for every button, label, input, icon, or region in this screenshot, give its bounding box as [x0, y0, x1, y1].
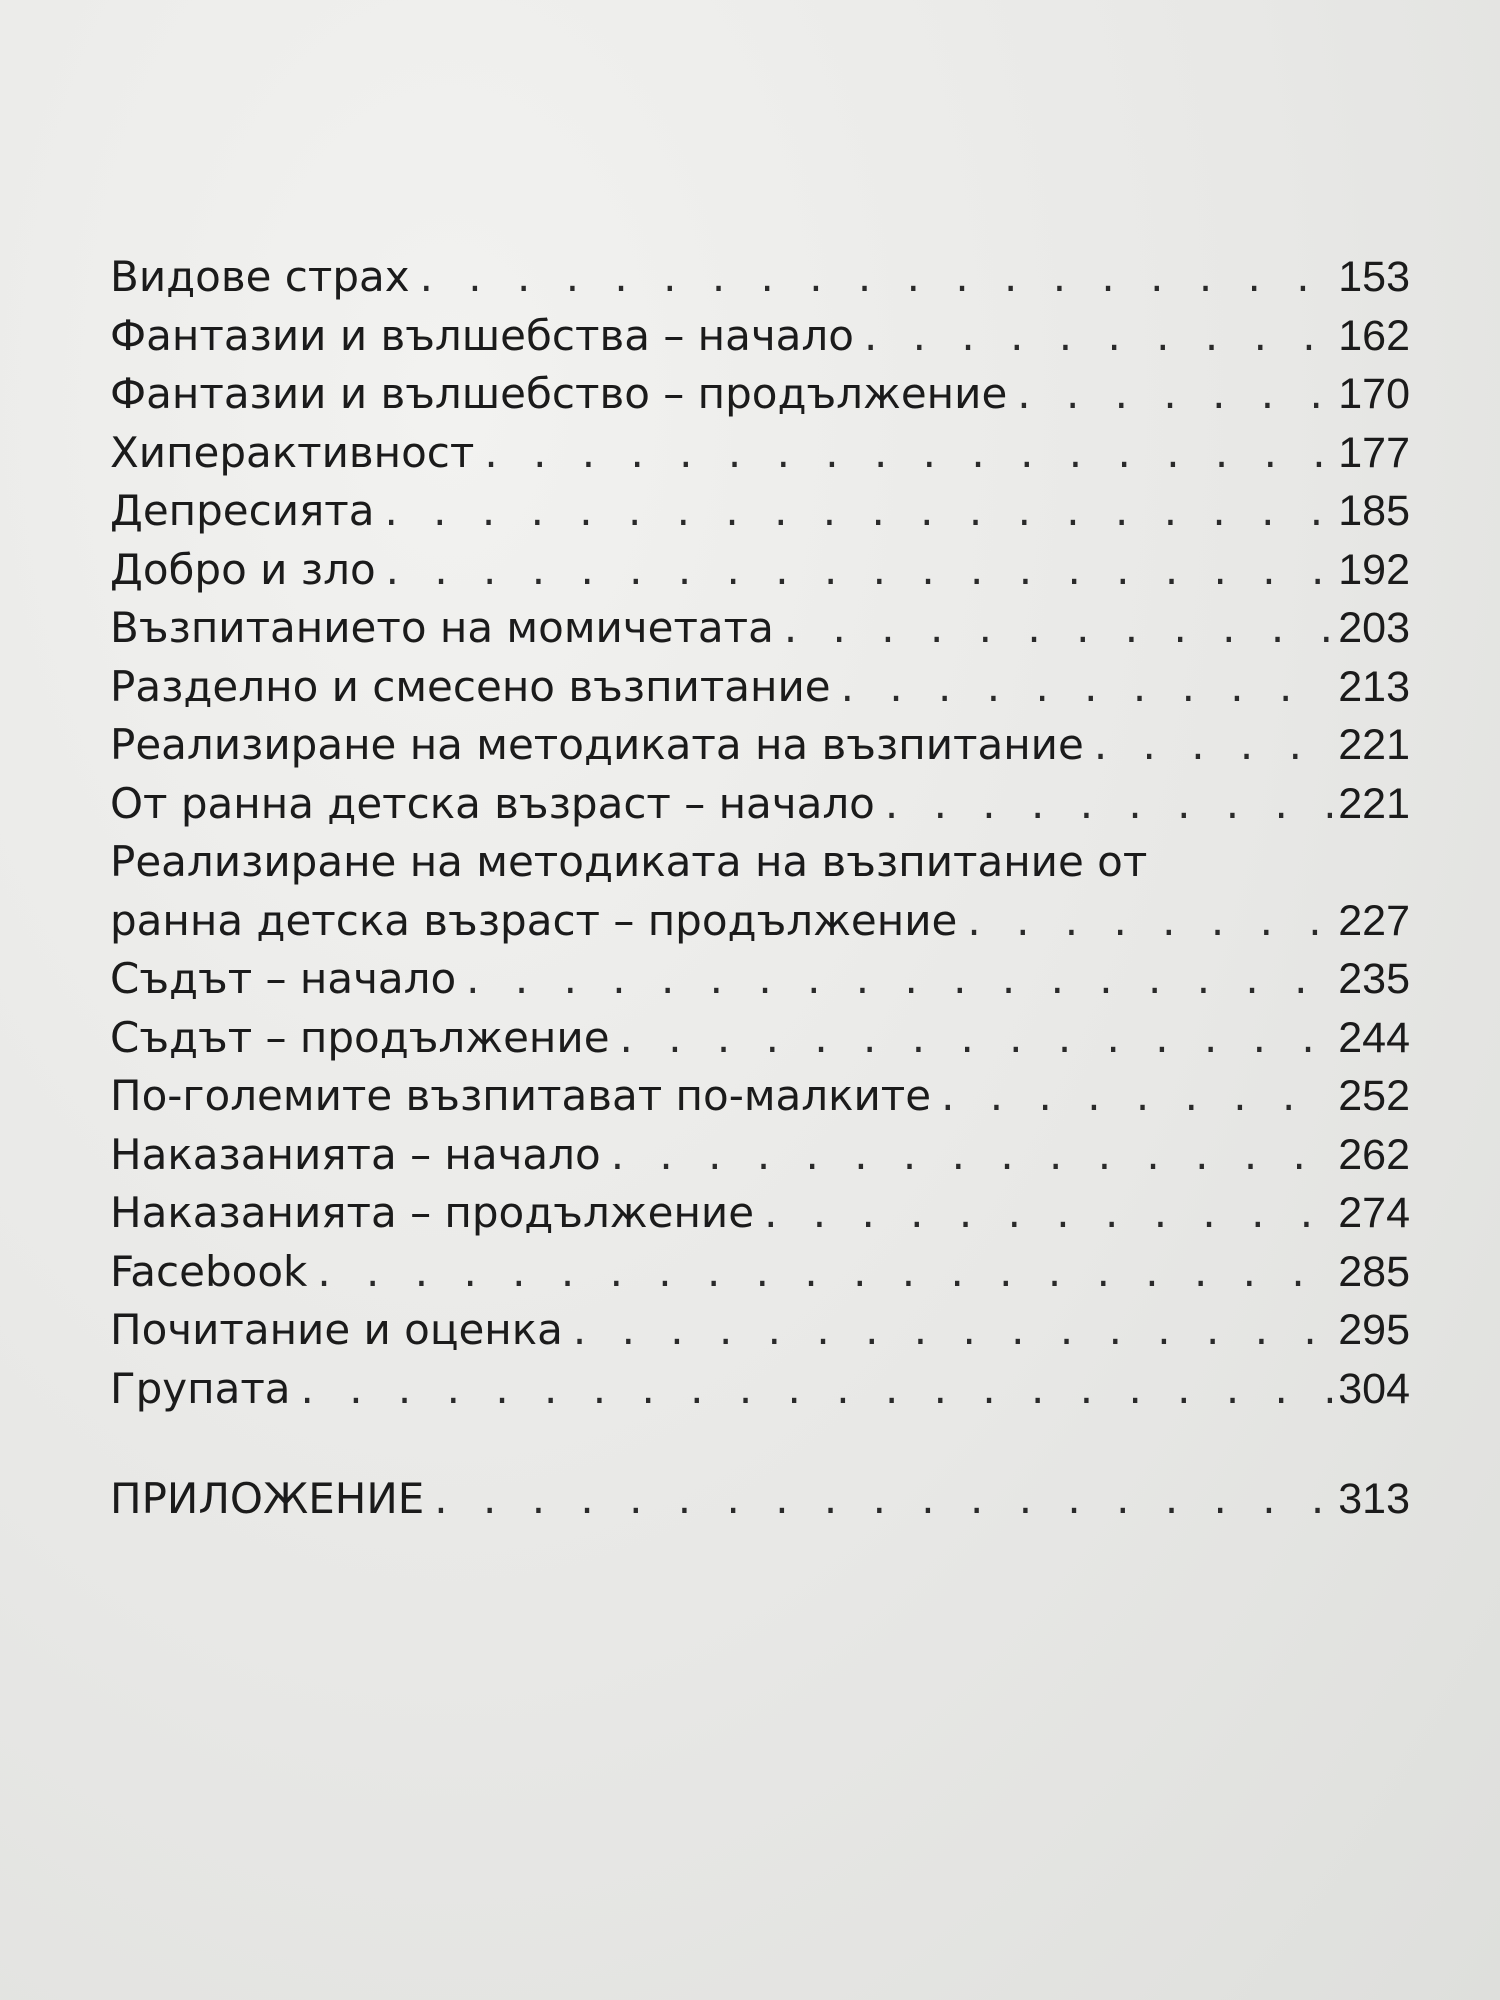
toc-entry: [110, 1243, 1410, 1302]
dot-leader: [841, 658, 1332, 717]
toc-appendix-page: 313: [1338, 1475, 1410, 1523]
dot-leader: [386, 541, 1332, 600]
dot-leader: [434, 1470, 1332, 1529]
section-spacer: [110, 1418, 1410, 1470]
toc-entry: [110, 716, 1410, 775]
toc-entry-page: 262: [1338, 1130, 1410, 1179]
dot-leader: [611, 1126, 1332, 1185]
toc-entry-title: Реализиране на методиката на възпитание: [110, 720, 1084, 769]
dot-leader: [1017, 365, 1332, 424]
dot-leader: [941, 1067, 1332, 1126]
toc-entry: [110, 248, 1410, 307]
toc-entry-page: 177: [1338, 428, 1410, 477]
toc-entry: [110, 775, 1410, 834]
dot-leader: [764, 1184, 1332, 1243]
toc-entry-page: 227: [1338, 896, 1410, 945]
toc-entry-title: Почитание и оценка: [110, 1305, 563, 1354]
toc-entry-title: Наказанията – продължение: [110, 1188, 755, 1237]
dot-leader: [420, 248, 1332, 307]
toc-entry-title: От ранна детска възраст – начало: [110, 778, 875, 828]
toc-entry-page: 192: [1338, 545, 1410, 594]
dot-leader: [620, 1009, 1332, 1068]
toc-entry: [110, 1009, 1410, 1068]
toc-entry-title: Facebook: [110, 1246, 308, 1296]
dot-leader: [466, 950, 1332, 1009]
toc-entry-page: 221: [1338, 721, 1410, 769]
toc-entry: [110, 541, 1410, 600]
toc-entry-page: 244: [1338, 1013, 1410, 1062]
toc-appendix: [110, 1470, 1410, 1529]
toc-entry-page: 285: [1338, 1247, 1410, 1296]
toc-entry-title: Фантазии и вълшебства – начало: [110, 310, 854, 360]
toc-entry: [110, 1126, 1410, 1185]
dot-leader: [864, 307, 1332, 366]
toc-entry-page: 221: [1338, 779, 1410, 828]
table-of-contents: [110, 248, 1410, 1529]
dot-leader: [384, 482, 1332, 541]
toc-entry-page: 295: [1338, 1306, 1410, 1354]
toc-entry: [110, 424, 1410, 483]
toc-entry: [110, 1184, 1410, 1243]
toc-entry-page: 213: [1338, 662, 1410, 711]
dot-leader: [317, 1243, 1332, 1302]
toc-entry-title: По-големите възпитават по-малките: [110, 1071, 932, 1120]
toc-entry-title: ранна детска възраст – продължение: [110, 895, 958, 945]
toc-appendix-title: ПРИЛОЖЕНИЕ: [110, 1474, 425, 1523]
toc-entry-title: Депресията: [110, 486, 375, 535]
toc-entry-title: Видове страх: [110, 252, 410, 301]
dot-leader: [301, 1360, 1332, 1419]
dot-leader: [1094, 716, 1332, 775]
toc-entry: [110, 950, 1410, 1009]
dot-leader: [967, 892, 1332, 951]
toc-entry-first-line: [110, 833, 1410, 892]
toc-entry-title: Добро и зло: [110, 544, 376, 594]
toc-entry-page: 185: [1338, 487, 1410, 535]
toc-entry: [110, 1067, 1410, 1126]
toc-entry-page: 153: [1338, 253, 1410, 301]
toc-entry: [110, 658, 1410, 717]
dot-leader: [784, 599, 1332, 658]
toc-entry-title: Хиперактивност: [110, 427, 475, 477]
toc-entry-title: Съдът – начало: [110, 954, 457, 1003]
toc-entry-title: Съдът – продължение: [110, 1012, 610, 1062]
toc-entry-title: Разделно и смесено възпитание: [110, 661, 831, 711]
toc-entry: [110, 482, 1410, 541]
toc-entry-page: 304: [1338, 1364, 1410, 1413]
dot-leader: [573, 1301, 1332, 1360]
toc-entry: [110, 892, 1410, 951]
toc-entry: [110, 1301, 1410, 1360]
toc-entry: [110, 599, 1410, 658]
toc-entry-page: 170: [1338, 370, 1410, 418]
toc-entry-title: Наказанията – начало: [110, 1129, 601, 1179]
toc-entry: [110, 365, 1410, 424]
dot-leader: [484, 424, 1332, 483]
toc-entry-title: Възпитанието на момичетата: [110, 603, 774, 652]
toc-entry: [110, 307, 1410, 366]
dot-leader: [885, 775, 1332, 834]
toc-entry: [110, 1360, 1410, 1419]
toc-entry-page: 162: [1338, 311, 1410, 360]
toc-entry-title-line1: Реализиране на методиката на възпитание от: [110, 837, 1148, 886]
toc-entry-title: Фантазии и вълшебство – продължение: [110, 369, 1008, 418]
toc-entry-page: 252: [1338, 1072, 1410, 1120]
toc-entry-page: 203: [1338, 604, 1410, 652]
toc-entry-title: Групата: [110, 1363, 291, 1413]
toc-entry-page: 274: [1338, 1189, 1410, 1237]
toc-entry-page: 235: [1338, 955, 1410, 1003]
